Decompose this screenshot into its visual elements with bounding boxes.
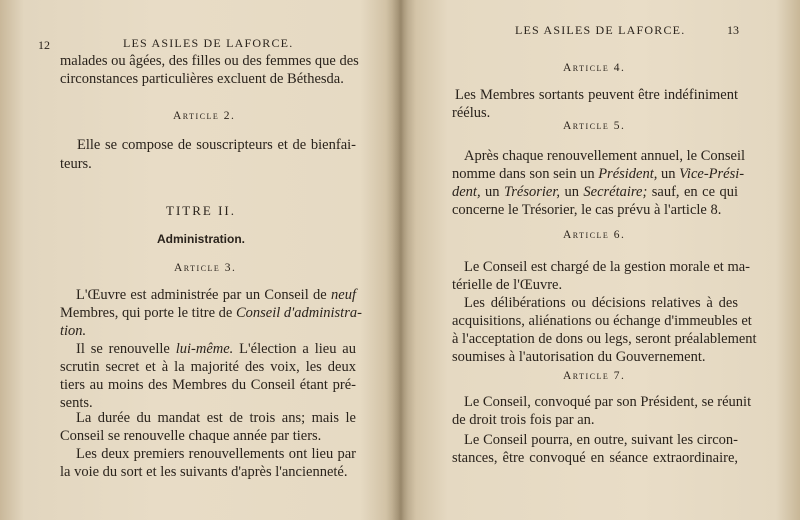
article-heading: Article 6.	[563, 229, 626, 241]
text-line: nomme dans son sein un Président, un Vice-Prési-	[452, 166, 745, 182]
text-line: Les deux premiers renouvellements ont lieu par	[76, 446, 356, 462]
text-line: Conseil se renouvelle chaque année par tiers.	[60, 428, 322, 444]
text-line: L'Œuvre est administrée par un Conseil de neuf	[76, 287, 356, 303]
right-page	[402, 0, 800, 520]
text-line: Le Conseil est chargé de la gestion morale et ma-	[464, 259, 751, 275]
text-line: de droit trois fois par an.	[452, 412, 595, 428]
text-line: sents.	[60, 395, 93, 411]
text-line: Les Membres sortants peuvent être indéfiniment	[455, 87, 738, 103]
article-heading: Article 7.	[563, 370, 626, 382]
text-line: la voie du sort et les suivants d'après l'ancienneté.	[60, 464, 348, 480]
article-heading: Article 3.	[174, 262, 237, 274]
running-head: LES ASILES DE LAFORCE.	[515, 23, 686, 37]
section-subheading: Administration.	[157, 232, 246, 246]
text-line: soumises à l'autorisation du Gouvernement.	[452, 349, 706, 365]
text-line: acquisitions, aliénations ou échange d'immeubles et	[452, 313, 752, 329]
text-line: à l'acceptation de dons ou legs, seront préalablement	[452, 331, 757, 347]
text-line: Le Conseil, convoqué par son Président, se réunit	[464, 394, 752, 410]
article-heading: Article 2.	[173, 110, 236, 122]
page-number: 12	[38, 38, 50, 52]
left-page	[0, 0, 398, 520]
section-title: TITRE II.	[166, 203, 236, 218]
article-heading: Article 4.	[563, 62, 626, 74]
text-line: tiers au moins des Membres du Conseil étant pré-	[60, 377, 356, 393]
article-heading: Article 5.	[563, 120, 626, 132]
text-line: malades ou âgées, des filles ou des femmes que des	[60, 53, 359, 69]
text-line: Elle se compose de souscripteurs et de bienfai-	[77, 137, 356, 153]
text-line: tion.	[60, 323, 87, 339]
text-line: La durée du mandat est de trois ans; mais le	[76, 410, 356, 426]
text-line: dent, un Trésorier, un Secrétaire; sauf, en ce qui	[452, 184, 738, 200]
text-line: Le Conseil pourra, en outre, suivant les circon-	[464, 432, 738, 448]
page-number: 13	[727, 23, 739, 37]
text-line: circonstances particulières excluent de Béthesda.	[60, 71, 344, 87]
text-line: Membres, qui porte le titre de Conseil d'administra-	[60, 305, 362, 321]
text-line: Il se renouvelle lui-même. L'élection a lieu au	[76, 341, 356, 357]
text-line: Les délibérations ou décisions relatives à des	[464, 295, 738, 311]
text-line: scrutin secret et à la majorité des voix, les deux	[60, 359, 356, 375]
text-line: stances, être convoqué en séance extraordinaire,	[452, 450, 738, 466]
text-line: réélus.	[452, 105, 491, 121]
text-line: teurs.	[60, 156, 92, 172]
text-line: Après chaque renouvellement annuel, le Conseil	[464, 148, 746, 164]
text-line: concerne le Trésorier, le cas prévu à l'article 8.	[452, 202, 722, 218]
text-line: térielle de l'Œuvre.	[452, 277, 563, 293]
running-head: LES ASILES DE LAFORCE.	[123, 36, 294, 50]
